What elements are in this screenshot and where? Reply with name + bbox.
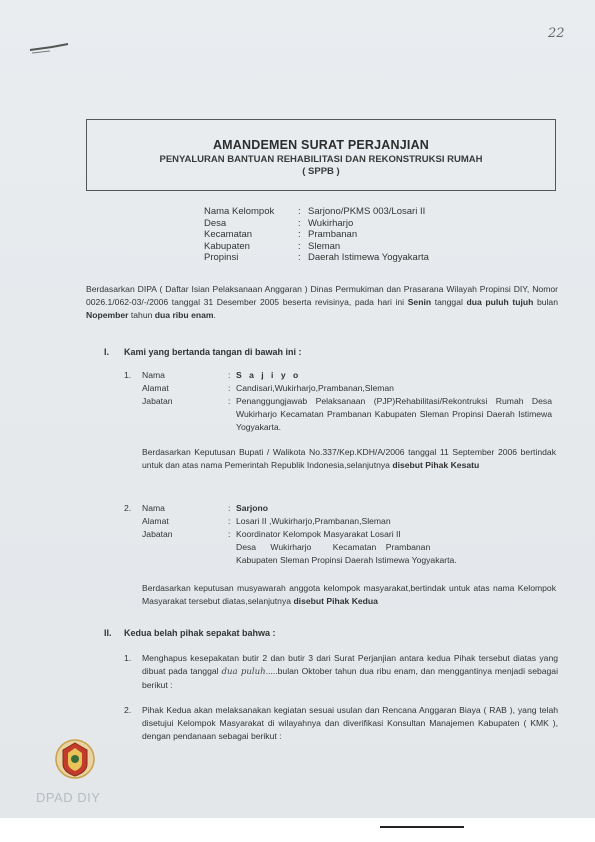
info-value: Sleman <box>308 240 341 252</box>
intro-paragraph: Berdasarkan DIPA ( Daftar Isian Pelaksanaan Anggaran ) Dinas Permukiman dan Prasarana Wilayah Propinsi DIY, Nomor 0026.1/062-03/-/2006 tanggal 31 Desember 2005 beserta revisinya, pada hari ini Senin tanggal dua puluh tujuh bulan Nopember tahun dua ribu enam. <box>86 284 558 320</box>
info-label: Nama Kelompok <box>204 206 275 217</box>
party-one-basis: Berdasarkan Keputusan Bupati / Walikota No.337/Kep.KDH/A/2006 tanggal 11 September 2006 bertindak untuk dan atas nama Pemerintah Republik Indonesia,selanjutnya disebut Pihak Kesatu <box>142 447 556 470</box>
info-row-nama-kelompok: Nama Kelompok : Sarjono/PKMS 003/Losari II <box>204 206 426 217</box>
party-two-basis: Berdasarkan keputusan musyawarah anggota kelompok masyarakat,bertindak untuk atas nama Kelompok Masyarakat tersebut diatas,selanjutnya disebut Pihak Kedua <box>142 583 556 606</box>
document-code: ( SPPB ) <box>302 166 340 177</box>
info-label: Propinsi <box>204 252 239 264</box>
title-box <box>86 119 556 191</box>
list-item: 2. Pihak Kedua akan melaksanakan kegiatan sesuai usulan dan Rencana Anggaran Biaya ( RAB ), yang telah disetujui Kelompok Masyarakat di wilayahnya dan diverifikasi Konsultan Manajemen Kabupaten ( KMK ), dengan pendanaan sebagai berikut : <box>124 705 558 741</box>
party-two: 2. Nama : Sarjono Alamat : Losari II ,Wukirharjo,Prambanan,Sleman Jabatan : Koordinator Kelompok Masyarakat Losari II Desa Wukirharjo Kecamatan Prambanan Kabupaten Sleman Propinsi Daerah Istimewa Yogyakarta. <box>124 502 552 567</box>
document-title: AMANDEMEN SURAT PERJANJIAN <box>212 138 430 152</box>
group-info-table <box>204 206 429 264</box>
party-one: 1. Nama : S a j i y o Alamat : Candisari,Wukirharjo,Prambanan,Sleman Jabatan : Penanggungjawab Pelaksanaan (PJP)Rehabilitasi/Rekontruksi Rumah Desa Wukirharjo Kecamatan Prambanan Kabupaten Sleman Propinsi Daerah Istimewa Yogyakarta. <box>124 370 552 432</box>
info-row-kabupaten: Kabupaten : Sleman <box>204 240 341 252</box>
watermark-text: DPAD DIY <box>36 790 101 805</box>
party-name: Sarjono <box>236 503 268 513</box>
info-value: Prambanan <box>308 229 358 241</box>
info-row-kecamatan: Kecamatan : Prambanan <box>204 229 358 241</box>
info-label: Kecamatan <box>204 229 253 241</box>
section-title: Kedua belah pihak sepakat bahwa : <box>124 628 276 638</box>
info-value: Sarjono/PKMS 003/Losari II <box>308 206 426 217</box>
info-row-propinsi: Propinsi : Daerah Istimewa Yogyakarta <box>204 252 429 264</box>
list-item: 1. Menghapus kesepakatan butir 2 dan butir 3 dari Surat Perjanjian antara kedua Pihak tersebut diatas yang dibuat pada tanggal dua puluh.....bulan Oktober tahun dua ribu enam, dan menggantinya menjadi sebagai berikut : <box>124 653 558 690</box>
government-seal-icon <box>54 738 96 780</box>
section-number: I. <box>104 347 110 357</box>
bottom-margin <box>0 818 595 842</box>
section-number: II. <box>104 628 112 638</box>
bottom-divider <box>380 826 464 828</box>
section-title: Kami yang bertanda tangan di bawah ini : <box>124 347 302 357</box>
info-value: Wukirharjo <box>308 217 354 229</box>
party-address: Losari II ,Wukirharjo,Prambanan,Sleman <box>236 516 391 526</box>
page-number: 22 <box>548 26 565 41</box>
document-subtitle: PENYALURAN BANTUAN REHABILITASI DAN REKONSTRUKSI RUMAH <box>159 154 483 165</box>
party-position: Koordinator Kelompok Masyarakat Losari II <box>236 529 401 539</box>
party-address: Candisari,Wukirharjo,Prambanan,Sleman <box>236 383 394 393</box>
pen-stroke-icon <box>28 42 70 56</box>
party-position-line3: Kabupaten Sleman Propinsi Daerah Istimewa Yogyakarta. <box>236 555 457 565</box>
handwritten-date: dua puluh <box>221 667 266 677</box>
info-value: Daerah Istimewa Yogyakarta <box>308 252 429 264</box>
info-label: Desa <box>204 217 227 229</box>
party-position-line2: Desa Wukirharjo Kecamatan Prambanan <box>236 542 431 552</box>
party-position: Penanggungjawab Pelaksanaan (PJP)Rehabilitasi/Rekontruksi Rumah Desa Wukirharjo Kecamatan Prambanan Kabupaten Sleman Propinsi Daerah Istimewa Yogyakarta. <box>236 396 552 432</box>
info-label: Kabupaten <box>204 240 250 252</box>
party-name: S a j i y o <box>236 370 301 380</box>
info-row-desa: Desa : Wukirharjo <box>204 217 354 229</box>
